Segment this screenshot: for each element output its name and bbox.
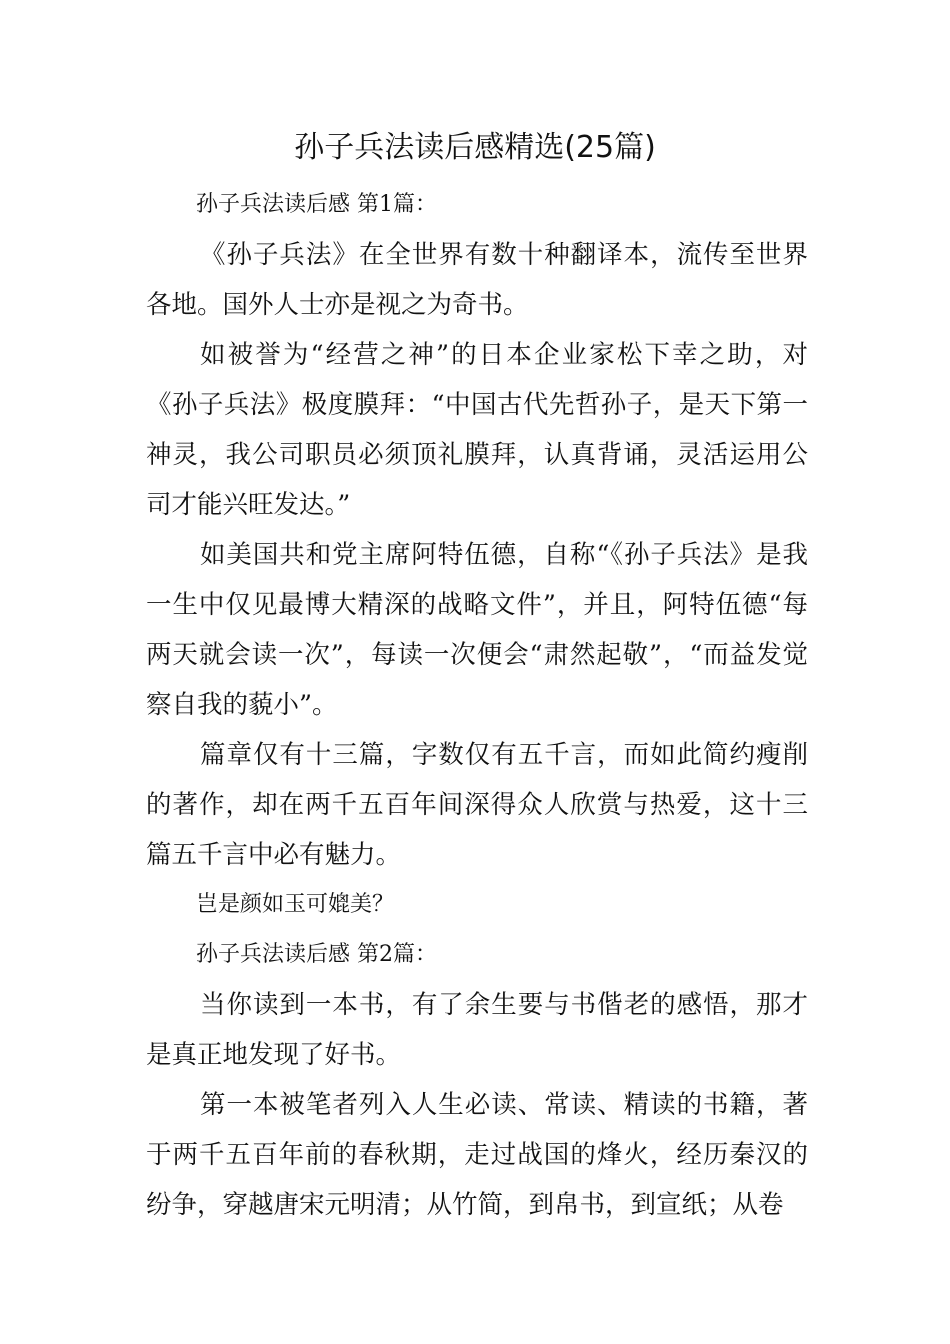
paragraph: 篇章仅有十三篇，字数仅有五千言，而如此简约瘦削的著作，却在两千五百年间深得众人欣赏与热爱，这十三篇五千言中必有魅力。	[146, 740, 808, 870]
paragraph: 《孙子兵法》在全世界有数十种翻译本，流传至世界各地。国外人士亦是视之为奇书。	[146, 240, 808, 320]
document-body	[146, 180, 808, 1230]
paragraph: 当你读到一本书，有了余生要与书偕老的感悟，那才是真正地发现了好书。	[146, 990, 808, 1070]
paragraph-short-line: 岂是颜如玉可媲美？	[196, 892, 395, 917]
paragraph: 第一本被笔者列入人生必读、常读、精读的书籍，著于两千五百年前的春秋期，走过战国的烽火，经历秦汉的纷争，穿越唐宋元明清；从竹简，到帛书，到宣纸；从卷	[146, 1090, 808, 1220]
paragraph: 如美国共和党主席阿特伍德，自称“《孙子兵法》是我一生中仅见最博大精深的战略文件”，并且，阿特伍德“每两天就会读一次”，每读一次便会“肃然起敬”，“而益发觉察自我的藐小”。	[146, 540, 808, 720]
paragraph: 如被誉为“经营之神”的日本企业家松下幸之助，对《孙子兵法》极度膜拜：“中国古代先哲孙子，是天下第一神灵，我公司职员必须顶礼膜拜，认真背诵，灵活运用公司才能兴旺发达。”	[146, 340, 808, 520]
document-title: 孙子兵法读后感精选(25篇)	[294, 130, 656, 165]
section-heading: 孙子兵法读后感 第2篇：	[196, 942, 437, 967]
section-heading: 孙子兵法读后感 第1篇：	[196, 192, 437, 217]
